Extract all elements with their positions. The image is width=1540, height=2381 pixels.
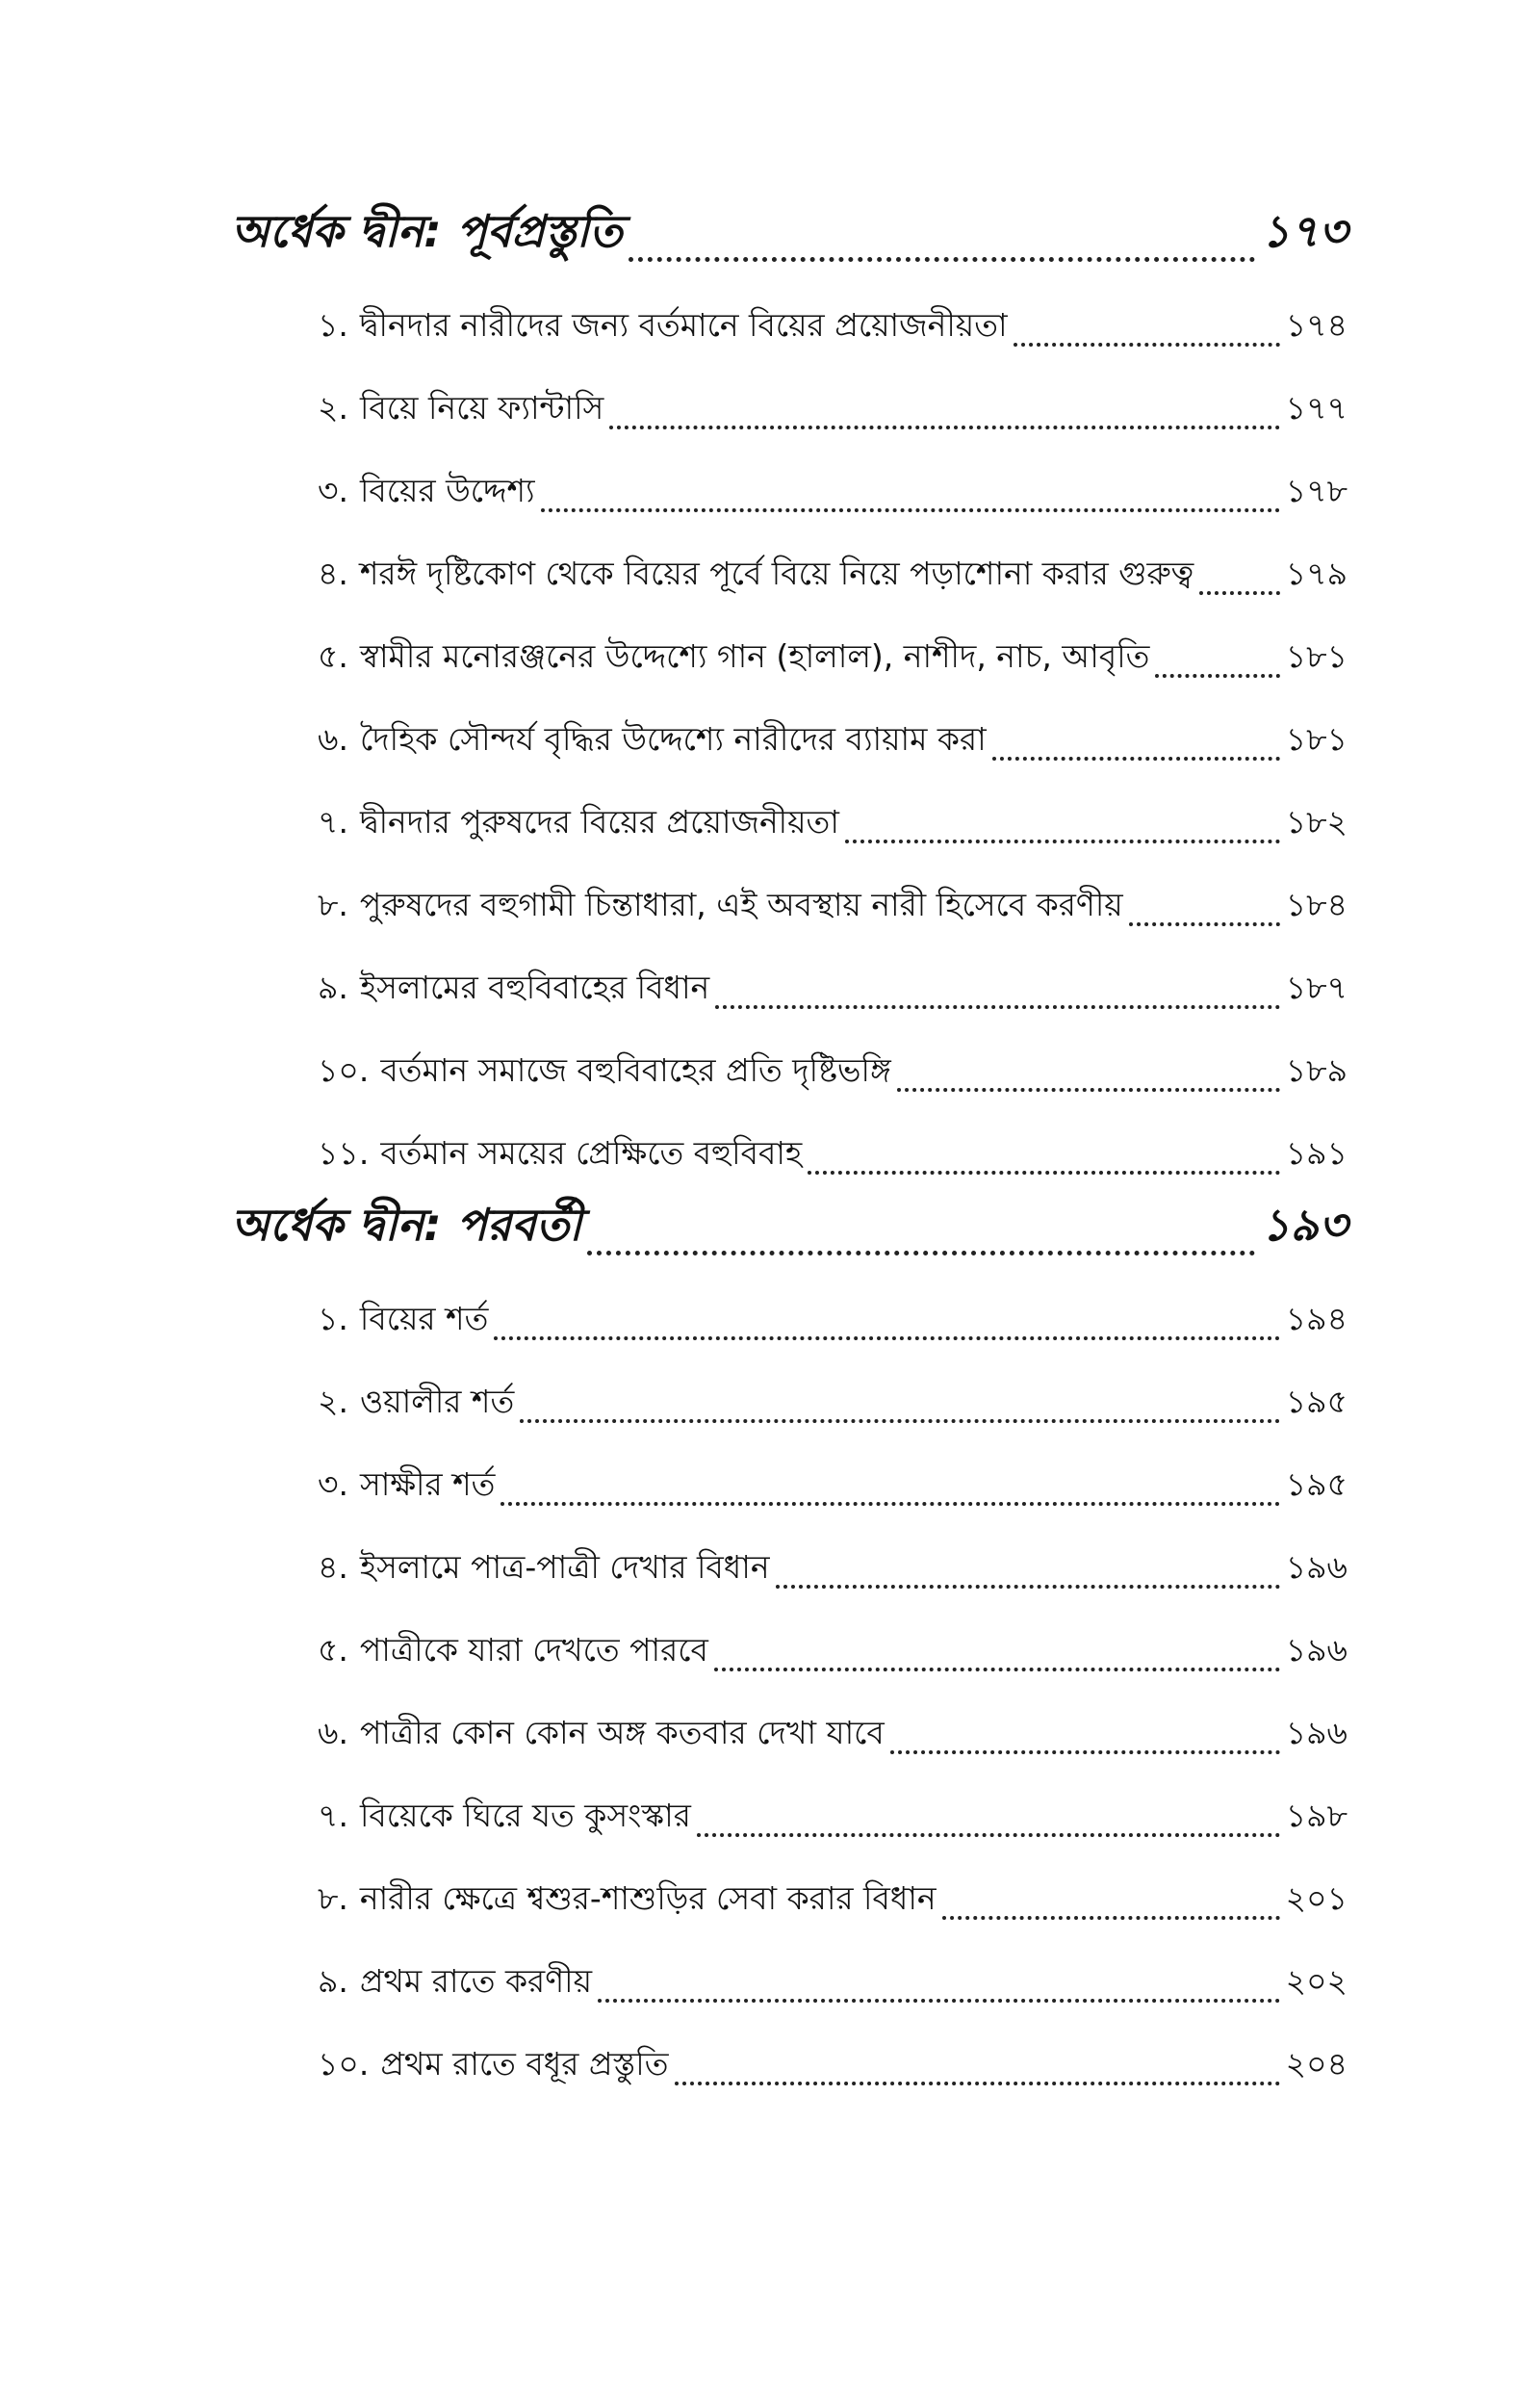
section-heading[interactable] (231, 193, 1348, 272)
dot-leader (776, 1585, 1280, 1589)
dot-leader (1155, 674, 1279, 678)
entry-number: ২. (318, 1383, 348, 1420)
entry-number: ২. (318, 389, 348, 427)
entry-number: ৪. (318, 1548, 348, 1586)
toc-entry[interactable] (318, 2010, 1348, 2093)
entry-page: ১৮৭ (1285, 969, 1348, 1006)
entry-number: ৪. (318, 555, 348, 592)
entry-number: ৭. (318, 1797, 348, 1834)
toc-entry[interactable] (318, 1100, 1348, 1182)
entry-title: ওয়ালীর শর্ত (359, 1383, 515, 1420)
entry-title: দ্বীনদার নারীদের জন্য বর্তমানে বিয়ের প্রয়োজনীয়তা (359, 306, 1008, 344)
entry-page: ১৮১ (1285, 637, 1348, 675)
toc-entry[interactable] (318, 520, 1348, 603)
entry-title: প্রথম রাতে করণীয় (359, 1962, 593, 2000)
entry-page: ১৮২ (1285, 803, 1348, 841)
entry-page: ১৯৫ (1285, 1383, 1348, 1420)
entry-title: দৈহিক সৌন্দর্য বৃদ্ধির উদ্দেশ্যে নারীদের ব্যায়াম করা (359, 720, 987, 758)
dot-leader (714, 1668, 1280, 1671)
dot-leader (697, 1833, 1280, 1837)
dot-leader (494, 1336, 1279, 1340)
entry-page: ১৯৮ (1285, 1797, 1348, 1834)
entry-number: ১. (318, 1300, 348, 1337)
dot-leader (942, 1916, 1280, 1920)
entry-number: ৮. (318, 1879, 348, 1917)
entry-page: ১৮৪ (1285, 886, 1348, 923)
entry-title: বিয়ের শর্ত (359, 1300, 489, 1337)
dot-leader (541, 508, 1280, 512)
entry-number: ১০. (318, 1051, 370, 1089)
entry-page: ১৭৭ (1285, 389, 1348, 427)
toc-entry[interactable] (318, 1596, 1348, 1679)
entry-number: ৯. (318, 1962, 348, 2000)
entry-title: প্রথম রাতে বধূর প্রস্তুতি (380, 2045, 669, 2083)
dot-leader (808, 1171, 1280, 1175)
entry-number: ৯. (318, 969, 348, 1006)
entry-page: ১৭৮ (1285, 472, 1348, 509)
toc-entry[interactable] (318, 1265, 1348, 1348)
toc-entry[interactable] (318, 1845, 1348, 1928)
toc-entry[interactable] (318, 934, 1348, 1017)
toc-entry[interactable] (318, 603, 1348, 686)
dot-leader (890, 1750, 1280, 1754)
entry-page: ২০১ (1285, 1879, 1348, 1917)
entry-title: ইসলামে পাত্র-পাত্রী দেখার বিধান (359, 1548, 770, 1586)
dot-leader (845, 840, 1280, 843)
dot-leader (598, 1999, 1280, 2003)
entry-number: ১. (318, 306, 348, 344)
entry-title: বর্তমান সময়ের প্রেক্ষিতে বহুবিবাহ (380, 1134, 803, 1172)
toc-entry[interactable] (318, 437, 1348, 520)
dot-leader (992, 757, 1280, 761)
entry-title: ইসলামের বহুবিবাহের বিধান (359, 969, 710, 1006)
entry-page: ১৯৫ (1285, 1465, 1348, 1503)
entry-number: ৬. (318, 720, 348, 758)
entry-title: স্বামীর মনোরঞ্জনের উদ্দেশ্যে গান (হালাল), নাশীদ, নাচ, আবৃতি (359, 637, 1150, 675)
dot-leader (1129, 922, 1280, 926)
entry-title: পুরুষদের বহুগামী চিন্তাধারা, এই অবস্থায় নারী হিসেবে করণীয় (359, 886, 1123, 923)
section-heading-title: অর্ধেক দ্বীন: পূর্বপ্রস্তুতি (231, 205, 623, 257)
dot-leader (1014, 343, 1280, 347)
entry-title: সাক্ষীর শর্ত (359, 1465, 496, 1503)
toc-entry[interactable] (318, 1348, 1348, 1431)
dot-leader (675, 2082, 1280, 2085)
dot-leader (1199, 591, 1279, 595)
dot-leader (587, 1251, 1255, 1255)
toc-entry[interactable] (318, 1514, 1348, 1596)
entry-page: ২০৪ (1285, 2045, 1348, 2083)
toc-entry[interactable] (318, 851, 1348, 934)
entry-title: বিয়ে নিয়ে ফ্যান্টাসি (359, 389, 604, 427)
toc-section-after (231, 1186, 1348, 2093)
entry-page: ১৮১ (1285, 720, 1348, 758)
entry-page: ১৯৬ (1285, 1714, 1348, 1751)
entry-page: ১৯৬ (1285, 1548, 1348, 1586)
toc-section-preparation (231, 193, 1348, 1182)
entry-title: বর্তমান সমাজে বহুবিবাহের প্রতি দৃষ্টিভঙ্গি (380, 1051, 891, 1089)
toc-entry[interactable] (318, 1762, 1348, 1845)
toc-entry[interactable] (318, 1679, 1348, 1762)
toc-entry[interactable] (318, 354, 1348, 437)
entry-title: নারীর ক্ষেত্রে শ্বশুর-শাশুড়ির সেবা করার বিধান (359, 1879, 937, 1917)
entry-page: ১৭৪ (1285, 306, 1348, 344)
entry-number: ১০. (318, 2045, 370, 2083)
section-heading-title: অর্ধেক দ্বীন: পরবর্তী (231, 1199, 582, 1251)
section-heading[interactable] (231, 1186, 1348, 1265)
entry-title: পাত্রীর কোন কোন অঙ্গ কতবার দেখা যাবে (359, 1714, 885, 1751)
table-of-contents (231, 193, 1348, 2093)
toc-entry[interactable] (318, 1017, 1348, 1100)
entry-number: ৫. (318, 637, 348, 675)
entry-number: ৬. (318, 1714, 348, 1751)
dot-leader (609, 426, 1279, 429)
entry-number: ৩. (318, 472, 348, 509)
entry-number: ৭. (318, 803, 348, 841)
toc-entry[interactable] (318, 1928, 1348, 2010)
entry-page: ১৭৯ (1285, 555, 1348, 592)
toc-entry[interactable] (318, 768, 1348, 851)
entry-title: শরঈ দৃষ্টিকোণ থেকে বিয়ের পূর্বে বিয়ে নিয়ে পড়াশোনা করার গুরুত্ব (359, 555, 1194, 592)
entry-title: বিয়েকে ঘিরে যত কুসংস্কার (359, 1797, 691, 1834)
dot-leader (520, 1419, 1280, 1423)
section-heading-page: ১৯৩ (1261, 1199, 1348, 1251)
entry-page: ২০২ (1285, 1962, 1348, 2000)
dot-leader (500, 1502, 1279, 1506)
entry-number: ১১. (318, 1134, 370, 1172)
dot-leader (715, 1005, 1279, 1009)
entry-number: ৮. (318, 886, 348, 923)
entry-number: ৫. (318, 1631, 348, 1669)
toc-entry[interactable] (318, 1431, 1348, 1514)
dot-leader (629, 257, 1256, 262)
toc-entry[interactable] (318, 686, 1348, 768)
entry-title: দ্বীনদার পুরুষদের বিয়ের প্রয়োজনীয়তা (359, 803, 839, 841)
section-heading-page: ১৭৩ (1261, 205, 1348, 257)
dot-leader (897, 1088, 1280, 1092)
entry-page: ১৯৪ (1285, 1300, 1348, 1337)
entry-page: ১৮৯ (1285, 1051, 1348, 1089)
entry-page: ১৯১ (1285, 1134, 1348, 1172)
toc-entry[interactable] (318, 272, 1348, 354)
entry-number: ৩. (318, 1465, 348, 1503)
entry-title: পাত্রীকে যারা দেখতে পারবে (359, 1631, 708, 1669)
entry-page: ১৯৬ (1285, 1631, 1348, 1669)
entry-title: বিয়ের উদ্দেশ্য (359, 472, 535, 509)
